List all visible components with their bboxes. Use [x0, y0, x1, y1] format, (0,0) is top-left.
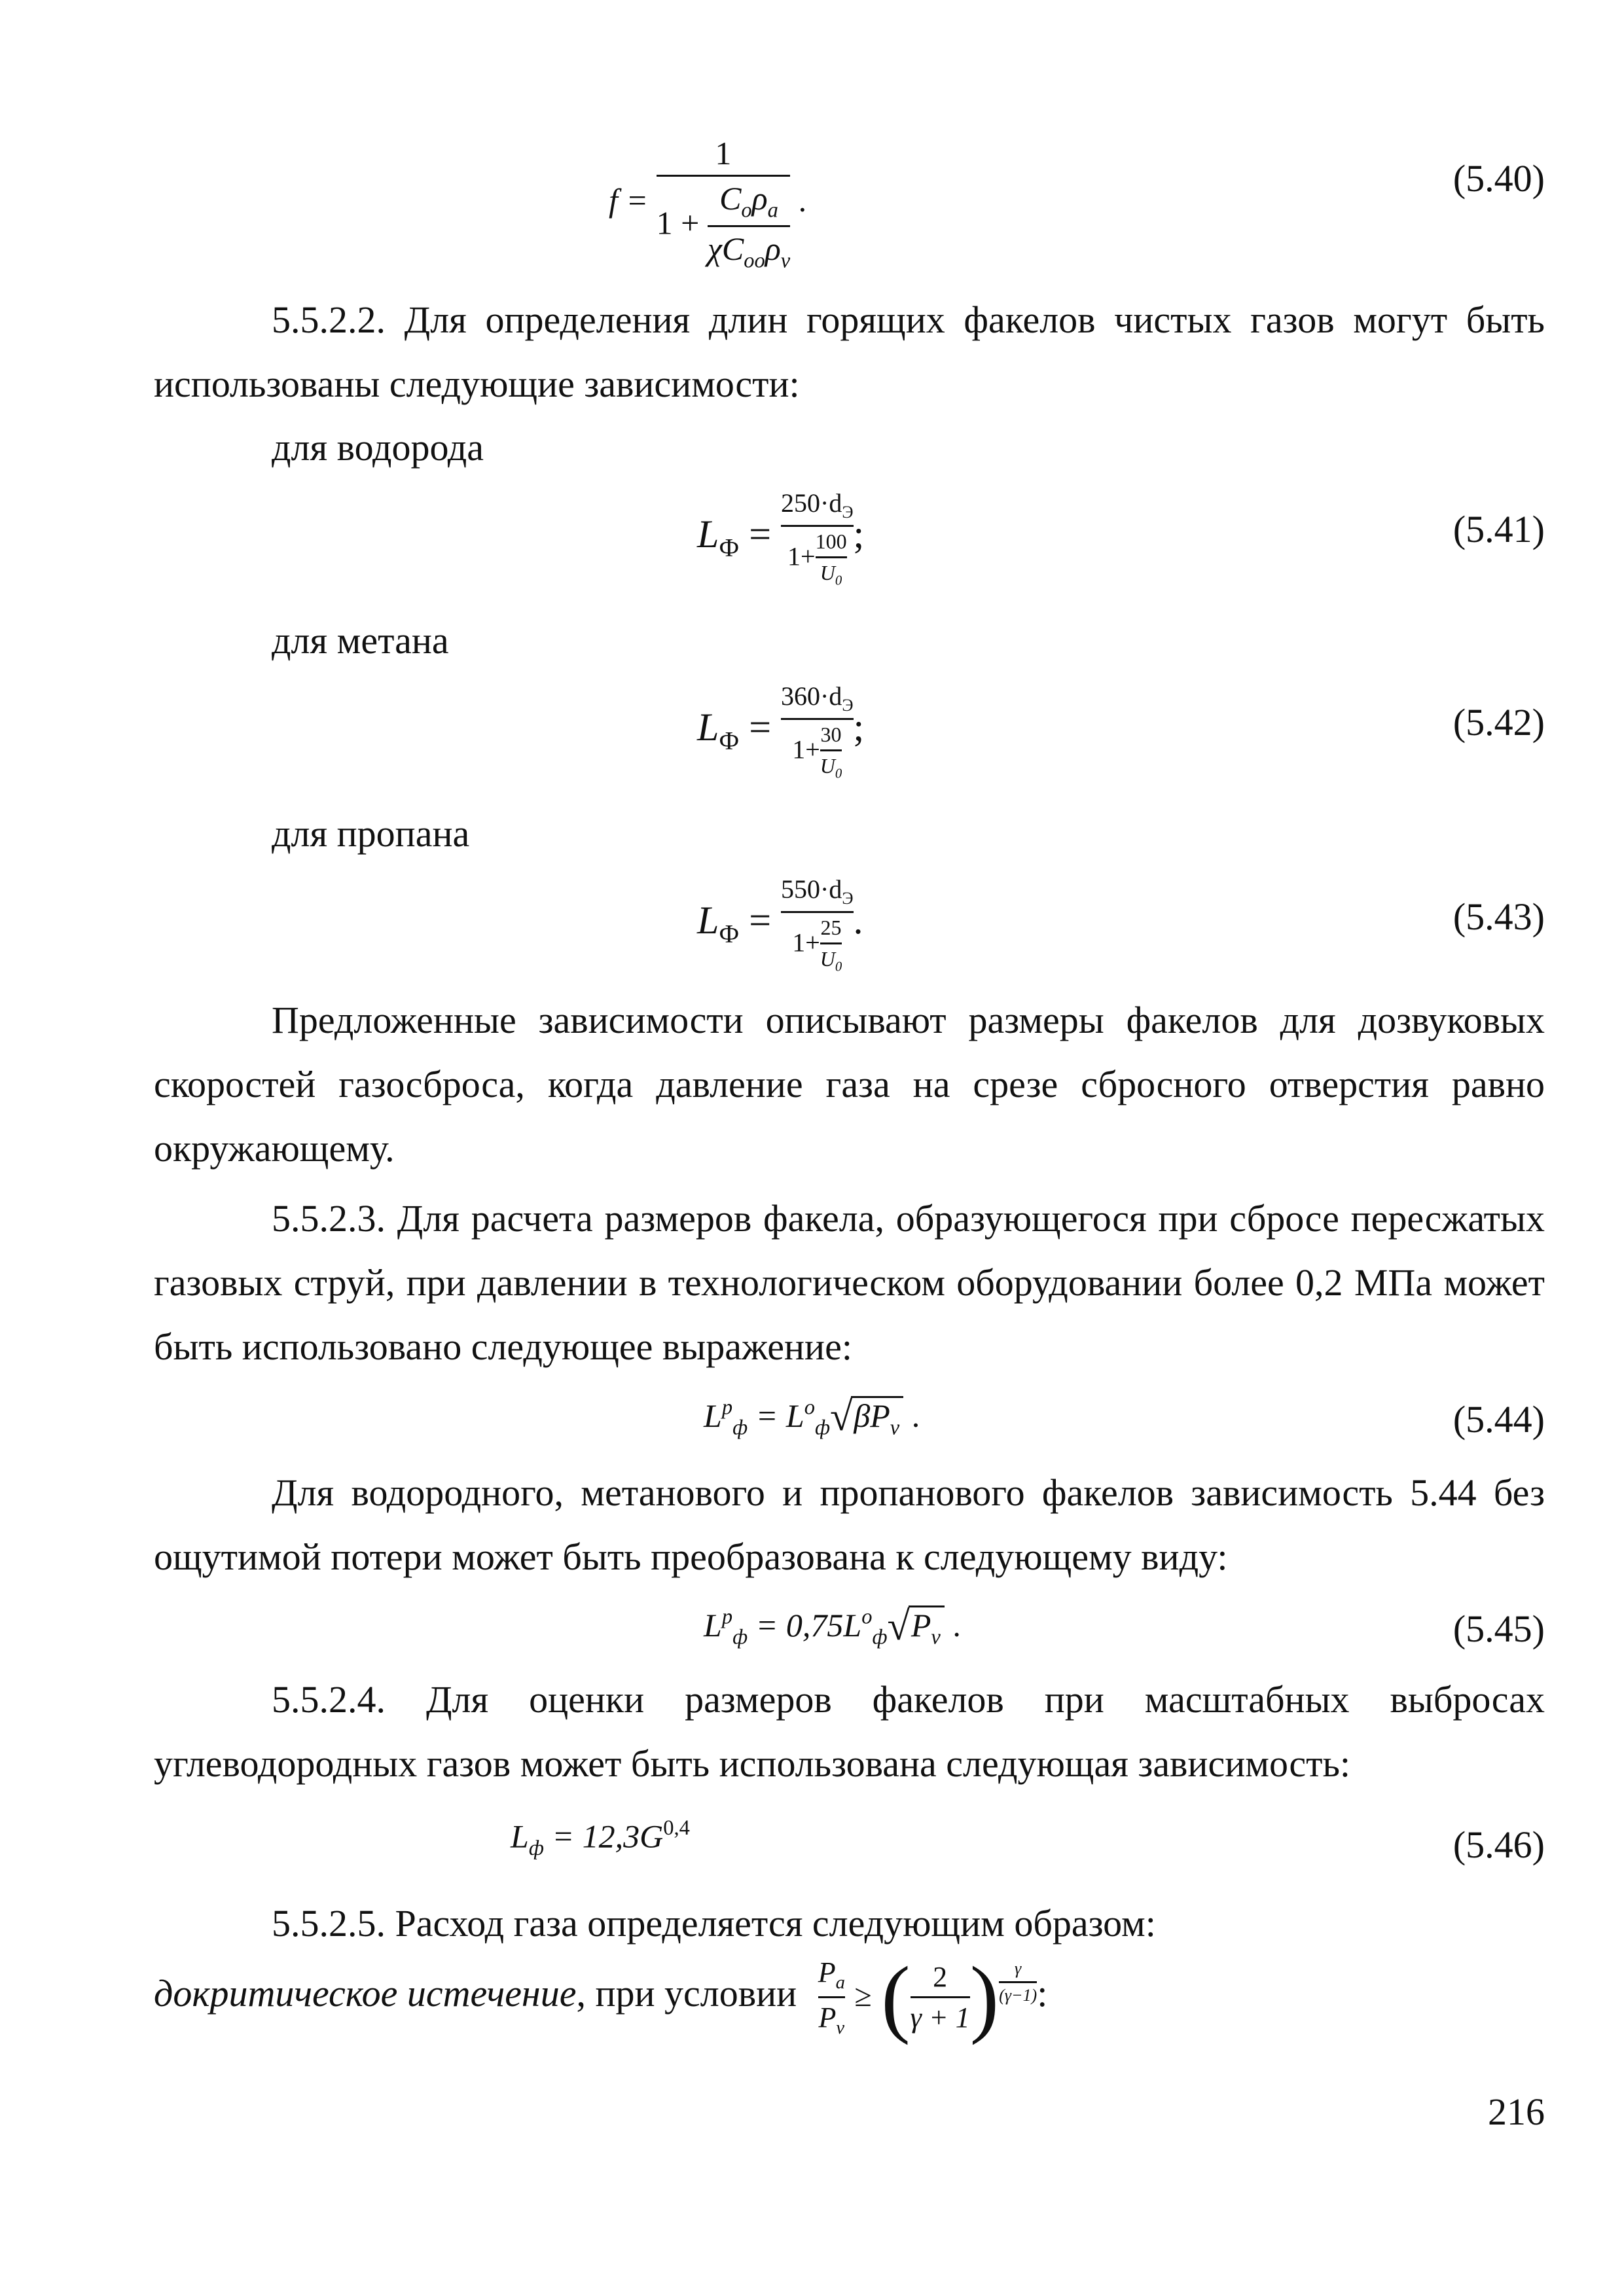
paragraph: 5.5.2.5. Расход газа определяется следующим образом:: [272, 1902, 1156, 1945]
equation-number: (5.45): [1453, 1607, 1545, 1650]
paragraph: Для водородного, метанового и пропанового факелов зависимость 5.44 без ощутимой потери может быть преобразована к следующему виду:: [154, 1471, 1545, 1578]
eq-inner-den: $\chi C_{oo}\rho_v$: [707, 230, 791, 273]
paragraph: 5.5.2.2. Для определения длин горящих факелов чистых газов могут быть использованы следующие зависимости:: [154, 298, 1545, 405]
eq-fraction: [657, 134, 791, 274]
subcritical-condition: докритическое истечение, при условии $\frac{P_a}{P_v}$ ≥ ( $\frac{2}{\gamma + 1}$ ) $\frac{\gamma}{(\gamma-1)}$ :: [154, 1948, 1048, 2045]
paragraph: 5.5.2.4. Для оценки размеров факелов при масштабных выбросах углеводородных газов может быть использована следующая зависимость:: [154, 1678, 1545, 1785]
equation-5-40: [609, 134, 806, 274]
equation-number: (5.44): [1453, 1398, 1545, 1441]
equation-number: (5.43): [1453, 895, 1545, 938]
eq-lhs: f =: [609, 181, 649, 219]
label-methane: для метана: [272, 619, 449, 662]
equation-number: (5.40): [1453, 157, 1545, 200]
subcritical-term: докритическое истечение: [154, 1972, 577, 2015]
paragraph: Предложенные зависимости описывают размеры факелов для дозвуковых скоростей газосброса, когда давление газа на срезе сбросного отверстия равно окружающему.: [154, 999, 1545, 1170]
equation-number: (5.46): [1453, 1823, 1545, 1866]
eq-trail: .: [798, 181, 807, 219]
eq-inner-fraction: [708, 179, 790, 274]
page-number: 216: [1488, 2090, 1545, 2133]
equation-5-43: $L_Ф$ = $550\cdot d_Э$ 1+ $\frac{25}{U_0}$ .: [697, 874, 863, 975]
equation-5-44: $L^p_ф = L^o_ф√\beta P_v$ .: [704, 1393, 920, 1440]
equation-5-42: $L_Ф$ = $360\cdot d_Э$ 1+ $\frac{30}{U_0}$ ;: [697, 681, 865, 781]
equation-number: (5.42): [1453, 701, 1545, 744]
equation-5-41: $L_Ф$ = $250\cdot d_Э$ 1+ $\frac{100}{U_0}$ ;: [697, 488, 865, 588]
eq-one-plus: 1 +: [656, 204, 700, 242]
eq-numerator: 1: [715, 135, 732, 171]
equation-5-45: $L^p_ф = 0,75L^o_ф√P_v$ .: [704, 1603, 961, 1649]
equation-5-46: $L_ф = 12,3G^{0,4}$: [511, 1816, 690, 1860]
eq-inner-num: $C_o\rho_a$: [719, 180, 778, 223]
label-propane: для пропана: [272, 812, 470, 855]
equation-number: (5.41): [1453, 508, 1545, 550]
eq-denominator: [657, 179, 791, 274]
label-hydrogen: для водорода: [272, 426, 484, 469]
paragraph: 5.5.2.3. Для расчета размеров факела, образующегося при сбросе пересжатых газовых струй, при давлении в технологическом оборудовании более 0,2 МПа может быть использовано следующее выражение:: [154, 1197, 1545, 1368]
